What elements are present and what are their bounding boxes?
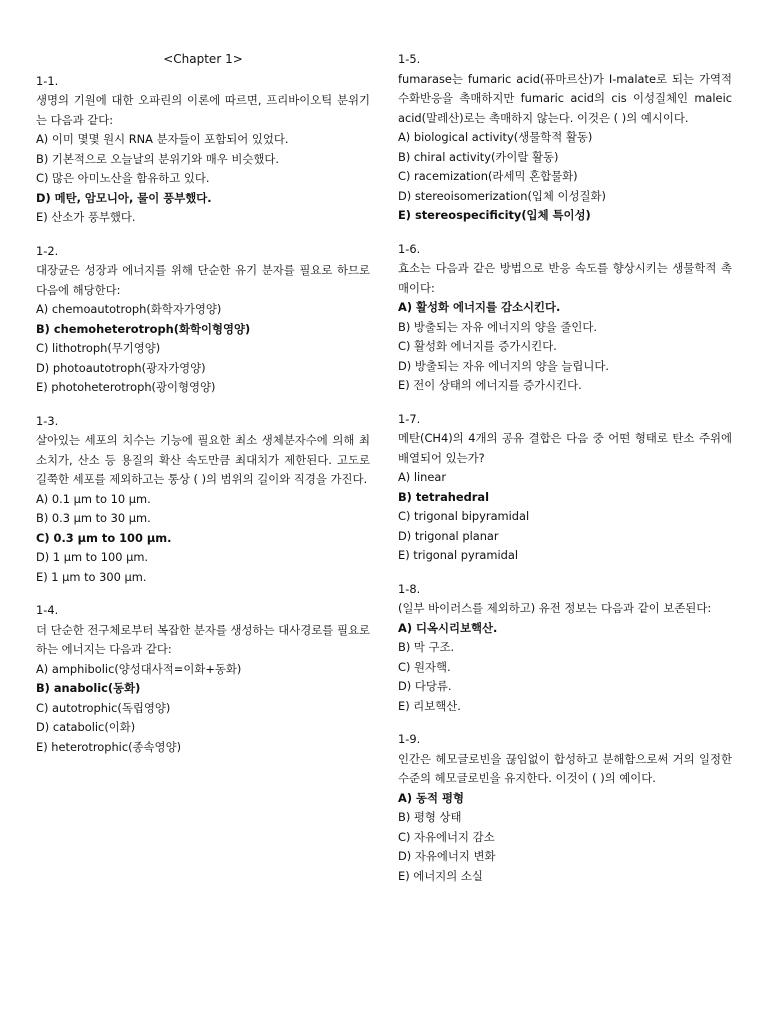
question-number: 1-9. bbox=[398, 732, 421, 746]
answer-option: C) 많은 아미노산을 함유하고 있다. bbox=[36, 171, 210, 185]
answer-option: C) 자유에너지 감소 bbox=[398, 829, 495, 844]
answer-option-correct: D) 메탄, 암모니아, 물이 풍부했다. bbox=[36, 190, 212, 205]
answer-option: D) 다당류. bbox=[398, 679, 452, 693]
question-block bbox=[398, 410, 732, 566]
answer-option: E) 1 μm to 300 μm. bbox=[36, 569, 147, 584]
answer-option: E) 에너지의 소실 bbox=[398, 868, 483, 883]
answer-option: E) photoheterotroph(광이형영양) bbox=[36, 380, 216, 394]
question-number: 1-8. bbox=[398, 581, 421, 596]
answer-option-correct: A) 디옥시리보핵산. bbox=[398, 620, 498, 635]
answer-option: E) 전이 상태의 에너지를 증가시킨다. bbox=[398, 378, 582, 392]
question-block bbox=[36, 72, 370, 228]
question-number: 1-5. bbox=[398, 52, 421, 66]
answer-option-correct: B) anabolic(동화) bbox=[36, 681, 141, 695]
answer-option: B) 평형 상태 bbox=[398, 810, 462, 824]
left-question-list bbox=[36, 72, 370, 758]
answer-option: E) 리보핵산. bbox=[398, 698, 461, 713]
question-number: 1-6. bbox=[398, 241, 421, 256]
answer-options bbox=[398, 128, 732, 226]
answer-option: C) racemization(라세믹 혼합물화) bbox=[398, 169, 578, 183]
answer-option: E) trigonal pyramidal bbox=[398, 548, 519, 562]
left-column bbox=[36, 50, 370, 771]
question-number: 1-4. bbox=[36, 603, 59, 617]
question-text: 생명의 기원에 대한 오파린의 이론에 따르면, 프리바이오틱 분위기는 다음과 같다: bbox=[36, 93, 370, 127]
question-block bbox=[398, 730, 732, 886]
answer-option: D) 자유에너지 변화 bbox=[398, 849, 496, 863]
question-number: 1-1. bbox=[36, 73, 59, 88]
answer-option: D) photoautotroph(광자가영양) bbox=[36, 360, 206, 375]
question-block bbox=[398, 50, 732, 226]
answer-option: D) 1 μm to 100 μm. bbox=[36, 550, 149, 564]
question-text: 효소는 다음과 같은 방법으로 반응 속도를 향상시키는 생물학적 촉매이다: bbox=[398, 261, 732, 295]
answer-options bbox=[36, 660, 370, 758]
answer-option: B) 막 구조. bbox=[398, 640, 455, 654]
answer-options bbox=[398, 789, 732, 887]
answer-option: B) chiral activity(카이랄 활동) bbox=[398, 149, 559, 164]
answer-option: E) heterotrophic(종속영양) bbox=[36, 739, 182, 754]
answer-options bbox=[398, 298, 732, 396]
question-text: 더 단순한 전구체로부터 복잡한 분자를 생성하는 대사경로를 필요로 하는 에너지는 다음과 같다: bbox=[36, 622, 370, 656]
answer-option: D) 방출되는 자유 에너지의 양을 늘립니다. bbox=[398, 358, 609, 373]
answer-option: D) stereoisomerization(입체 이성질화) bbox=[398, 188, 606, 203]
question-block bbox=[398, 240, 732, 396]
answer-option: D) catabolic(이화) bbox=[36, 720, 136, 734]
question-text: 살아있는 세포의 치수는 기능에 필요한 최소 생체분자수에 의해 최소치가, 산소 등 용질의 확산 속도만큼 최대치가 제한된다. 고도로 길쭉한 세포를 제외하고는 통상 ( )의 범위의 길이와 직경을 가진다. bbox=[36, 433, 370, 486]
answer-option: A) chemoautotroph(화학자가영양) bbox=[36, 302, 222, 316]
answer-options bbox=[36, 490, 370, 588]
question-number: 1-7. bbox=[398, 411, 421, 426]
question-text: fumarase는 fumaric acid(퓨마르산)가 I-malate로 되는 가역적 수화반응을 촉매하지만 fumaric acid의 cis 이성질체인 maleic acid(말레산)로는 촉매하지 않는다. 이것은 ( )의 예시이다. bbox=[398, 71, 732, 125]
answer-option-correct: B) chemoheterotroph(화학이형영양) bbox=[36, 321, 251, 336]
right-question-list bbox=[398, 50, 732, 886]
answer-options bbox=[36, 130, 370, 228]
answer-option: B) 방출되는 자유 에너지의 양을 줄인다. bbox=[398, 319, 598, 334]
answer-option: C) 원자핵. bbox=[398, 659, 451, 674]
answer-option: C) trigonal bipyramidal bbox=[398, 509, 530, 523]
question-number: 1-2. bbox=[36, 243, 59, 258]
answer-options bbox=[36, 300, 370, 398]
question-text: (일부 바이러스를 제외하고) 유전 정보는 다음과 같이 보존된다: bbox=[398, 601, 712, 615]
answer-option: C) autotrophic(독립영양) bbox=[36, 700, 171, 715]
answer-options bbox=[398, 468, 732, 566]
question-number: 1-3. bbox=[36, 413, 59, 428]
question-text: 대장균은 성장과 에너지를 위해 단순한 유기 분자를 필요로 하므로 다음에 해당한다: bbox=[36, 263, 370, 297]
answer-option: A) 이미 몇몇 원시 RNA 분자들이 포함되어 있었다. bbox=[36, 132, 289, 146]
question-text: 인간은 헤모글로빈을 끊임없이 합성하고 분해함으로써 거의 일정한 수준의 헤모글로빈을 유지한다. 이것이 ( )의 예이다. bbox=[398, 751, 732, 785]
answer-option: A) linear bbox=[398, 470, 447, 484]
question-block bbox=[398, 580, 732, 717]
answer-option-correct: A) 동적 평형 bbox=[398, 790, 464, 805]
answer-options bbox=[398, 619, 732, 717]
answer-option: A) 0.1 μm to 10 μm. bbox=[36, 491, 151, 506]
answer-option: C) lithotroph(무기영양) bbox=[36, 341, 161, 355]
answer-option: B) 0.3 μm to 30 μm. bbox=[36, 511, 151, 525]
answer-option-correct: E) stereospecificity(입체 특이성) bbox=[398, 208, 591, 222]
question-block bbox=[36, 601, 370, 757]
answer-option: E) 산소가 풍부했다. bbox=[36, 210, 136, 224]
answer-option: A) amphibolic(양성대사적=이화+동화) bbox=[36, 661, 242, 676]
question-block bbox=[36, 242, 370, 398]
answer-option: B) 기본적으로 오늘날의 분위기와 매우 비슷했다. bbox=[36, 151, 280, 166]
answer-option-correct: A) 활성화 에너지를 감소시킨다. bbox=[398, 300, 561, 314]
answer-option-correct: C) 0.3 μm to 100 μm. bbox=[36, 530, 172, 545]
answer-option: D) trigonal planar bbox=[398, 528, 499, 543]
answer-option: A) biological activity(생물학적 활동) bbox=[398, 130, 593, 144]
answer-option: C) 활성화 에너지를 증가시킨다. bbox=[398, 339, 557, 353]
question-block bbox=[36, 412, 370, 588]
question-text: 메탄(CH4)의 4개의 공유 결합은 다음 중 어떤 형태로 탄소 주위에 배열되어 있는가? bbox=[398, 431, 732, 465]
right-column bbox=[398, 50, 732, 900]
chapter-title: <Chapter 1> bbox=[163, 52, 243, 66]
answer-option-correct: B) tetrahedral bbox=[398, 489, 489, 504]
